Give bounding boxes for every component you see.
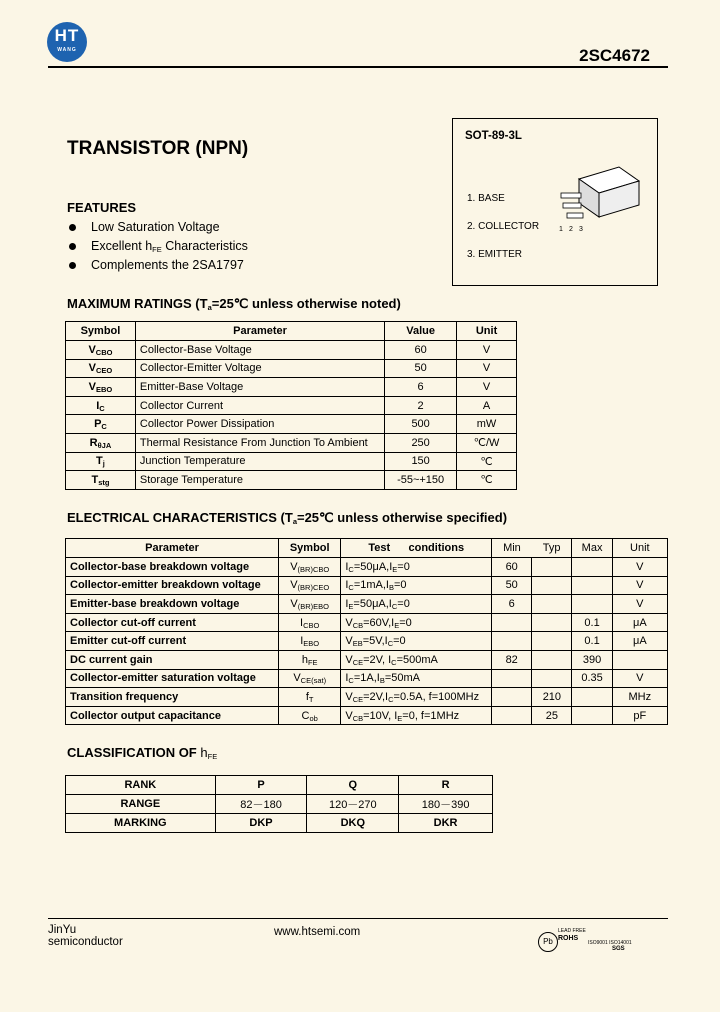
condition-cell: $V_{EB}=5V,I_C=0$ — [341, 632, 492, 651]
parameter-cell: Collector Power Dissipation — [135, 415, 384, 434]
max-cell: 390 — [572, 650, 612, 669]
pin-label-base: 1. BASE — [467, 193, 505, 204]
footer-divider — [48, 918, 668, 919]
table-row — [66, 706, 668, 725]
logo-text: HT — [54, 26, 80, 45]
max-cell — [572, 576, 612, 595]
parameter-cell: Junction Temperature — [135, 452, 384, 471]
symbol-cell: $V_{EBO}$ — [66, 378, 136, 397]
condition-cell: $V_{CB}=10V$, $I_E=0$, f=1MHz — [341, 706, 492, 725]
table-header-row: Parameter Symbol Test conditions Min Typ Max Unit — [66, 539, 668, 558]
symbol-cell: $V_{(BR)EBO}$ — [279, 595, 341, 614]
parameter-cell: Collector-Emitter Voltage — [135, 359, 384, 378]
min-cell: 6 — [492, 595, 532, 614]
certifications — [538, 928, 668, 956]
parameter-cell: Collector-Base Voltage — [135, 341, 384, 360]
features-heading: FEATURES — [67, 200, 137, 215]
value-cell: 250 — [385, 433, 457, 452]
iso-label: ISO9001 ISO14001 — [588, 940, 632, 946]
features-list — [67, 218, 248, 275]
max-cell — [572, 706, 612, 725]
value-cell: 500 — [385, 415, 457, 434]
max-cell — [572, 558, 612, 577]
page-title: TRANSISTOR (NPN) — [67, 138, 249, 159]
electrical-heading: ELECTRICAL CHARACTERISTICS ($T_a=25℃$ unless otherwise specified) — [67, 510, 508, 526]
pin-mark: 2 — [569, 226, 573, 233]
value-cell: 2 — [385, 396, 457, 415]
max-ratings-heading: MAXIMUM RATINGS ($T_a=25℃$ unless otherwise noted) — [67, 296, 401, 312]
condition-cell: $V_{CE}=2V,I_C=0.5A$, f=100MHz — [341, 688, 492, 707]
min-cell — [492, 632, 532, 651]
part-number: 2SC4672 — [579, 46, 650, 65]
parameter-cell: Emitter-Base Voltage — [135, 378, 384, 397]
range-row: RANGE 82－180 120－270 180－390 — [66, 795, 493, 814]
symbol-cell: $V_{(BR)CBO}$ — [279, 558, 341, 577]
unit-cell — [612, 650, 667, 669]
parameter-cell: Collector Current — [135, 396, 384, 415]
parameter-cell: Transition frequency — [66, 688, 279, 707]
parameter-cell: Collector-base breakdown voltage — [66, 558, 279, 577]
company-name-line2: semiconductor — [48, 936, 123, 948]
unit-cell: V — [612, 576, 667, 595]
symbol-cell: $I_{EBO}$ — [279, 632, 341, 651]
typ-cell: 25 — [532, 706, 572, 725]
rohs-label: ROHS — [558, 935, 579, 942]
max-cell: 0.35 — [572, 669, 612, 688]
package-drawing-icon — [549, 159, 649, 239]
symbol-cell: $I_{CBO}$ — [279, 613, 341, 632]
table-row — [66, 359, 517, 378]
min-cell — [492, 706, 532, 725]
unit-cell: ℃ — [457, 471, 517, 490]
rank-row: RANK P Q R — [66, 776, 493, 795]
parameter-cell: Thermal Resistance From Junction To Ambient — [135, 433, 384, 452]
table-row — [66, 471, 517, 490]
typ-cell — [532, 613, 572, 632]
table-row — [66, 688, 668, 707]
min-cell — [492, 688, 532, 707]
feature-item: Excellent $h_{FE}$ Characteristics — [67, 237, 248, 256]
classification-table — [65, 775, 493, 833]
condition-cell: $V_{CE}=2V$, $I_C=500mA$ — [341, 650, 492, 669]
header-divider — [48, 66, 668, 68]
value-cell: -55~+150 — [385, 471, 457, 490]
feature-item: Low Saturation Voltage — [67, 218, 248, 237]
lead-free-label: LEAD FREE — [558, 928, 586, 934]
parameter-cell: DC current gain — [66, 650, 279, 669]
unit-cell: V — [612, 595, 667, 614]
sgs-label: SGS — [612, 946, 625, 952]
unit-cell: V — [457, 378, 517, 397]
package-name: SOT-89-3L — [465, 130, 522, 142]
lead-free-icon: Pb — [538, 932, 558, 952]
symbol-cell: $P_C$ — [66, 415, 136, 434]
unit-cell: V — [612, 558, 667, 577]
max-ratings-table — [65, 321, 517, 490]
min-cell — [492, 613, 532, 632]
symbol-cell: $V_{(BR)CEO}$ — [279, 576, 341, 595]
symbol-cell: $f_T$ — [279, 688, 341, 707]
electrical-table — [65, 538, 668, 725]
typ-cell — [532, 669, 572, 688]
value-cell: 60 — [385, 341, 457, 360]
table-row — [66, 378, 517, 397]
symbol-cell: $T_{stg}$ — [66, 471, 136, 490]
pin-mark: 1 — [559, 226, 563, 233]
symbol-cell: $C_{ob}$ — [279, 706, 341, 725]
symbol-cell: $R_{\theta JA}$ — [66, 433, 136, 452]
symbol-cell: $h_{FE}$ — [279, 650, 341, 669]
parameter-cell: Emitter-base breakdown voltage — [66, 595, 279, 614]
max-cell — [572, 595, 612, 614]
typ-cell — [532, 576, 572, 595]
pin-label-emitter: 3. EMITTER — [467, 249, 523, 260]
unit-cell: μA — [612, 632, 667, 651]
unit-cell: V — [457, 359, 517, 378]
min-cell — [492, 669, 532, 688]
company-name-line1: JinYu — [48, 924, 77, 936]
unit-cell: MHz — [612, 688, 667, 707]
parameter-cell: Collector output capacitance — [66, 706, 279, 725]
min-cell: 60 — [492, 558, 532, 577]
package-box — [452, 118, 658, 286]
typ-cell — [532, 558, 572, 577]
min-cell: 82 — [492, 650, 532, 669]
company-logo — [47, 22, 87, 62]
table-row — [66, 576, 668, 595]
symbol-cell: $T_j$ — [66, 452, 136, 471]
condition-cell: $I_C=1mA,I_B=0$ — [341, 576, 492, 595]
parameter-cell: Collector-emitter saturation voltage — [66, 669, 279, 688]
symbol-cell: $V_{CBO}$ — [66, 341, 136, 360]
condition-cell: $I_C=1A,I_B=50mA$ — [341, 669, 492, 688]
typ-cell — [532, 650, 572, 669]
value-cell: 150 — [385, 452, 457, 471]
unit-cell: A — [457, 396, 517, 415]
max-cell — [572, 688, 612, 707]
unit-cell: V — [612, 669, 667, 688]
symbol-cell: $V_{CE(sat)}$ — [279, 669, 341, 688]
symbol-cell: $V_{CEO}$ — [66, 359, 136, 378]
table-row — [66, 669, 668, 688]
parameter-cell: Collector-emitter breakdown voltage — [66, 576, 279, 595]
table-row — [66, 396, 517, 415]
condition-cell: $V_{CB}=60V,I_E=0$ — [341, 613, 492, 632]
unit-cell: μA — [612, 613, 667, 632]
table-row — [66, 650, 668, 669]
parameter-cell: Emitter cut-off current — [66, 632, 279, 651]
value-cell: 50 — [385, 359, 457, 378]
pin-label-collector: 2. COLLECTOR — [467, 221, 540, 232]
typ-cell — [532, 595, 572, 614]
unit-cell: ℃ — [457, 452, 517, 471]
max-cell: 0.1 — [572, 632, 612, 651]
unit-cell: ℃/W — [457, 433, 517, 452]
value-cell: 6 — [385, 378, 457, 397]
condition-cell: $I_E=50\mu A,I_C=0$ — [341, 595, 492, 614]
condition-cell: $I_C=50\mu A,I_E=0$ — [341, 558, 492, 577]
pin-mark: 3 — [579, 226, 583, 233]
feature-item: Complements the 2SA1797 — [67, 256, 248, 275]
table-row — [66, 558, 668, 577]
unit-cell: pF — [612, 706, 667, 725]
min-cell: 50 — [492, 576, 532, 595]
website-link[interactable]: www.htsemi.com — [274, 926, 361, 938]
parameter-cell: Collector cut-off current — [66, 613, 279, 632]
marking-row: MARKING DKP DKQ DKR — [66, 814, 493, 833]
table-row — [66, 341, 517, 360]
max-cell: 0.1 — [572, 613, 612, 632]
typ-cell — [532, 632, 572, 651]
parameter-cell: Storage Temperature — [135, 471, 384, 490]
logo-subtext: WANG — [57, 47, 77, 53]
table-row — [66, 415, 517, 434]
unit-cell: mW — [457, 415, 517, 434]
symbol-cell: $I_C$ — [66, 396, 136, 415]
table-row — [66, 613, 668, 632]
unit-cell: V — [457, 341, 517, 360]
table-header-row: Symbol Parameter Value Unit — [66, 322, 517, 341]
table-row — [66, 452, 517, 471]
table-row — [66, 632, 668, 651]
classification-heading: CLASSIFICATION OF $h_{FE}$ — [67, 745, 218, 761]
typ-cell: 210 — [532, 688, 572, 707]
table-row — [66, 595, 668, 614]
table-row — [66, 433, 517, 452]
